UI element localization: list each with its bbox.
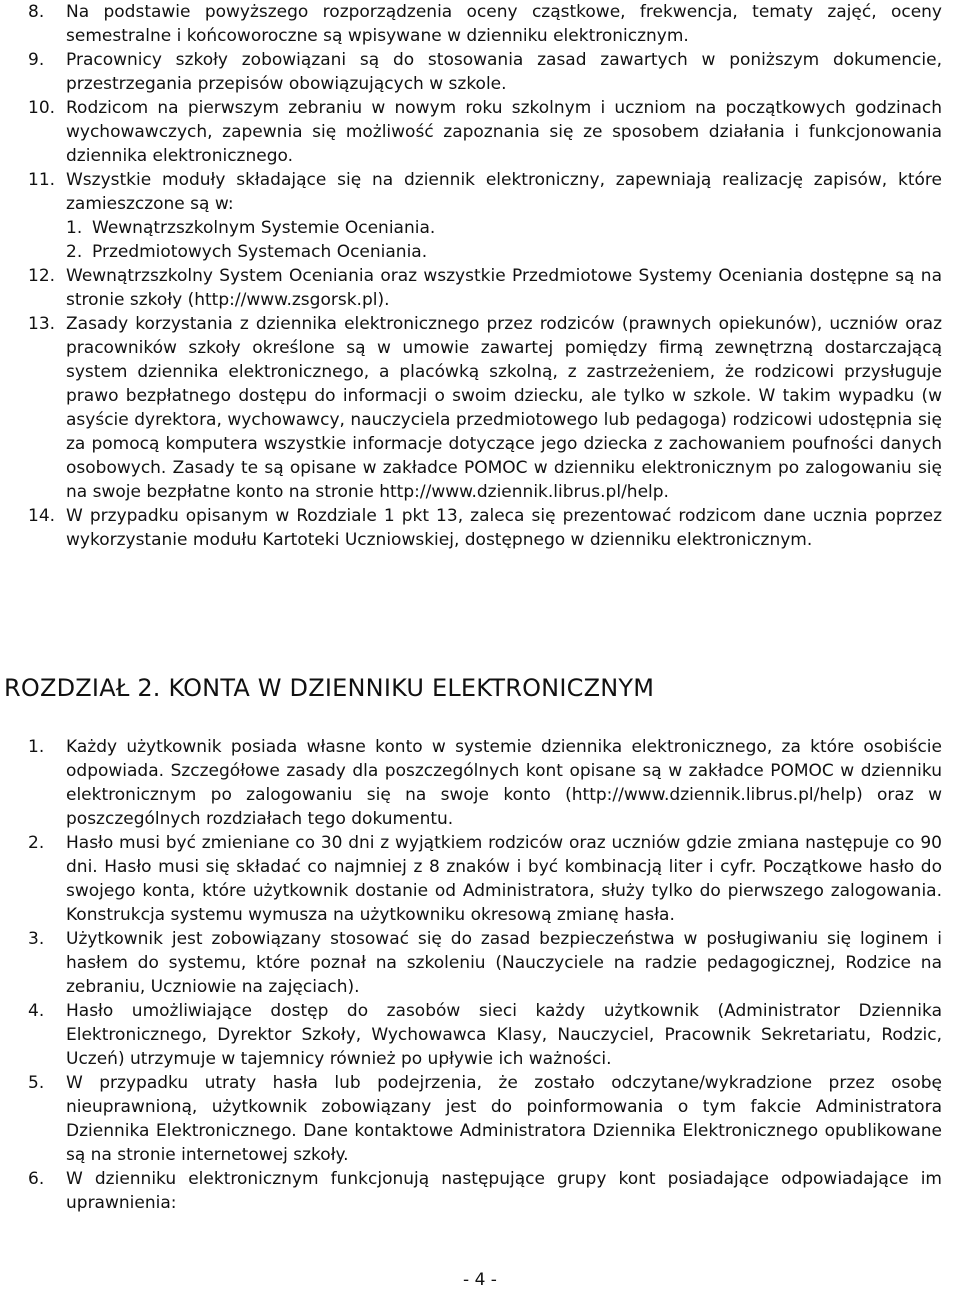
item-text: Wewnątrzszkolny System Oceniania oraz wszystkie Przedmiotowe Systemy Oceniania dostępne są na stronie szkoły (http://www.zsgorsk.pl). xyxy=(66,266,942,310)
item-number: 12. xyxy=(28,266,56,286)
sub-item-text: Wewnątrzszkolnym Systemie Oceniania. xyxy=(92,218,436,238)
page-number: - 4 - xyxy=(463,1270,497,1290)
sub-item-number: 1. xyxy=(66,218,83,238)
item-text: Rodzicom na pierwszym zebraniu w nowym roku szkolnym i uczniom na początkowych godzinach wychowawczych, zapewnia się możliwość zapoznania się ze sposobem działania i funkcjonowania dziennika elektronicznego. xyxy=(66,98,942,166)
bottom-list xyxy=(28,735,942,1215)
item-text: Wszystkie moduły składające się na dziennik elektroniczny, zapewniają realizację zapisów, które zamieszczone są w: xyxy=(66,170,942,214)
item-number: 6. xyxy=(28,1169,45,1189)
item-number: 9. xyxy=(28,50,45,70)
item-body xyxy=(66,168,942,264)
list-item-8 xyxy=(28,0,942,48)
sub-item-text: Przedmiotowych Systemach Oceniania. xyxy=(92,242,428,262)
sub-item-1 xyxy=(66,216,942,240)
item-text: W przypadku opisanym w Rozdziale 1 pkt 13, zaleca się prezentować rodzicom dane ucznia poprzez wykorzystanie modułu Kartoteki Uczniowskiej, dostępnego w dzienniku elektronicznym. xyxy=(66,506,942,550)
item-number: 13. xyxy=(28,314,56,334)
item-text: Zasady korzystania z dziennika elektronicznego przez rodziców (prawnych opiekunów), uczniów oraz pracowników szkoły określone są w umowie zawartej pomiędzy firmą zewnętrzną dostarczającą system dziennika elektronicznego, a placówką szkolną, z zastrzeżeniem, że rodzicowi przysługuje prawo bezpłatnego dostępu do informacji o swoim dziecku, ale tylko w szkole. W takim wypadku (w asyście dyrektora, wychowawcy, nauczyciela przedmiotowego lub pedagoga) rodzicowi udostępnia się za pomocą komputera wszystkie informacje dotyczące jego dziecka z zachowaniem poufności danych osobowych. Zasady te są opisane w zakładce POMOC w dzienniku elektronicznym po zalogowaniu się na swoje bezpłatne konto na stronie http://www.dziennik.librus.pl/help. xyxy=(66,314,942,502)
list-item-2 xyxy=(28,831,942,927)
item-text: Na podstawie powyższego rozporządzenia oceny cząstkowe, frekwencja, tematy zajęć, oceny semestralne i końcoworoczne są wpisywane w dzienniku elektronicznym. xyxy=(66,2,942,46)
item-text: W przypadku utraty hasła lub podejrzenia, że zostało odczytane/wykradzione przez osobę nieuprawnioną, użytkownik zobowiązany jest do poinformowania o tym fakcie Administratora Dziennika Elektronicznego. Dane kontaktowe Administratora Dziennika Elektronicznego opublikowane są na stronie internetowej szkoły. xyxy=(66,1073,942,1165)
item-text: W dzienniku elektronicznym funkcjonują następujące grupy kont posiadające odpowiadające im uprawnienia: xyxy=(66,1169,942,1213)
item-text: Użytkownik jest zobowiązany stosować się do zasad bezpieczeństwa w posługiwaniu się loginem i hasłem do systemu, które poznał na szkoleniu (Nauczyciele na radzie pedagogicznej, Rodzice na zebraniu, Uczniowie na zajęciach). xyxy=(66,929,942,997)
sub-item-number: 2. xyxy=(66,242,83,262)
list-item-1 xyxy=(28,735,942,831)
list-item-9 xyxy=(28,48,942,96)
item-number: 10. xyxy=(28,98,56,118)
list-item-12 xyxy=(28,264,942,312)
item-number: 4. xyxy=(28,1001,45,1021)
list-item-6 xyxy=(28,1167,942,1215)
sub-item-2 xyxy=(66,240,942,264)
item-text: Każdy użytkownik posiada własne konto w systemie dziennika elektronicznego, za które osobiście odpowiada. Szczegółowe zasady dla poszczególnych kont opisane są w zakładce POMOC w dzienniku elektronicznym po zalogowaniu się na swoje konto (http://www.dziennik.librus.pl/help) oraz w poszczególnych rozdziałach tego dokumentu. xyxy=(66,737,942,829)
item-number: 1. xyxy=(28,737,45,757)
item-number: 14. xyxy=(28,506,56,526)
list-item-11 xyxy=(28,168,942,264)
item-text: Hasło musi być zmieniane co 30 dni z wyjątkiem rodziców oraz uczniów gdzie zmiana następuje co 90 dni. Hasło musi się składać co najmniej z 8 znaków i być kombinacją liter i cyfr. Początkowe hasło do swojego konta, które użytkownik dostanie od Administratora, służy tylko do pierwszego zalogowania. Konstrukcja systemu wymusza na użytkowniku okresową zmianę hasła. xyxy=(66,833,942,925)
list-item-4 xyxy=(28,999,942,1071)
list-item-5 xyxy=(28,1071,942,1167)
list-item-14 xyxy=(28,504,942,552)
list-item-3 xyxy=(28,927,942,999)
chapter-1-continued xyxy=(28,0,942,552)
item-text: Pracownicy szkoły zobowiązani są do stosowania zasad zawartych w poniższym dokumencie, przestrzegania przepisów obowiązujących w szkole. xyxy=(66,50,942,94)
list-item-10 xyxy=(28,96,942,168)
chapter-2-heading: ROZDZIAŁ 2. KONTA W DZIENNIKU ELEKTRONICZNYM xyxy=(4,674,655,702)
list-item-13 xyxy=(28,312,942,504)
chapter-2-body xyxy=(28,735,942,1215)
item-number: 2. xyxy=(28,833,45,853)
item-number: 11. xyxy=(28,170,56,190)
item-number: 8. xyxy=(28,2,45,22)
item-number: 3. xyxy=(28,929,45,949)
item-text: Hasło umożliwiające dostęp do zasobów sieci każdy użytkownik (Administrator Dziennika Elektronicznego, Dyrektor Szkoły, Wychowawca Klasy, Nauczyciel, Pracownik Sekretariatu, Rodzic, Uczeń) utrzymuje w tajemnicy również po upływie ich ważności. xyxy=(66,1001,942,1069)
item-number: 5. xyxy=(28,1073,45,1093)
top-list xyxy=(28,0,942,552)
